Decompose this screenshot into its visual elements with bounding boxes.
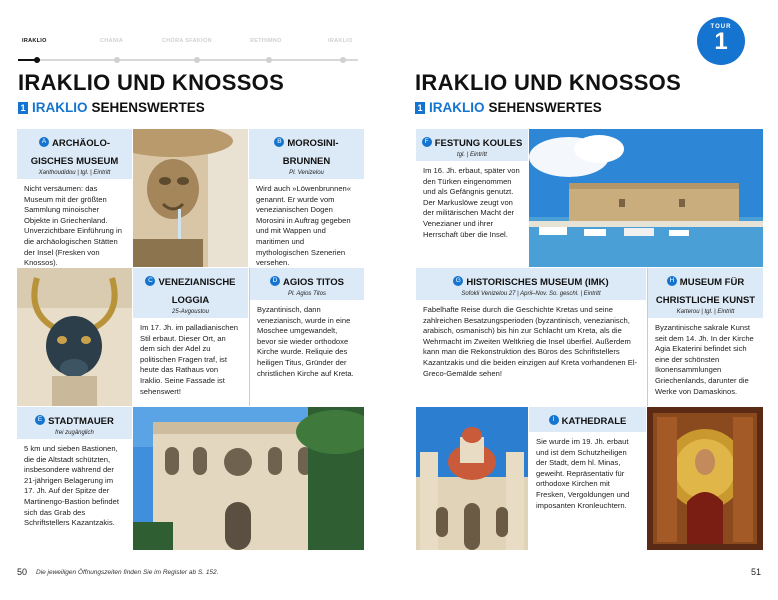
tour-stop-4[interactable]: RETHIMNO [250,38,282,44]
tour-dot-1 [34,57,40,63]
poi-koules-fortress[interactable] [416,129,528,267]
poi-letter-badge: D [270,276,280,286]
poi-name: ARCHÄOLO-GISCHES MUSEUM [30,138,119,167]
page-number-right: 51 [751,567,762,577]
poi-header [249,129,364,179]
poi-venetian-loggia[interactable] [133,268,248,406]
poi-description: Im 17. Jh. im palladianischen Stil erbaut. Dieser Ort, an dem sich der Adel zu politischen Fragen traf, ist heute das Rathaus von Iraklio. Seine Fassade ist sehenswert! [140,323,238,396]
poi-archaeological-museum[interactable] [17,129,132,267]
poi-letter-badge: A [39,137,49,147]
poi-meta: tgl. | Eintritt [457,152,487,158]
tour-dot-3 [194,57,200,63]
section-subtitle [415,100,602,115]
tour-stop-2[interactable]: CHANIA [100,38,124,44]
footnote: Die jeweiligen Öffnungszeiten finden Sie im Register ab S. 152. [36,569,219,576]
tour-dot-2 [114,57,120,63]
poi-meta: Sofokli Venizelou 27 | April–Nov. So. geschl. | Eintritt [461,291,601,297]
poi-name: KATHEDRALE [561,416,627,427]
poi-christian-art-museum[interactable] [647,268,763,406]
section-label: SEHENSWERTES [488,100,602,115]
section-label: SEHENSWERTES [91,100,205,115]
poi-name: VENEZIANISCHE LOGGIA [158,277,236,306]
poi-header [250,268,364,300]
section-subtitle [18,100,205,115]
tour-badge-number: 1 [714,28,728,55]
page-number-left: 50 [17,567,28,577]
tour-stop-3[interactable]: CHÓRA SFAKION [162,38,212,44]
byzantine-icon-image [647,407,763,550]
poi-description: Byzantinisch, dann venezianisch, wurde in eine Moschee umgewandelt, bevor sie wieder orthodoxe Kirche wurde. Reliquie des heiligen Titus, Gründer der christlichen Kirche auf Kreta. [257,305,354,378]
koules-fortress-image [529,129,763,267]
poi-meta: Pl. Venizelou [289,170,324,176]
bull-rhyton-image [17,268,132,406]
poi-name: AGIOS TITOS [282,277,345,288]
tour-badge-label: TOUR [710,24,732,30]
poi-letter-badge: H [667,276,677,286]
poi-name: FESTUNG KOULES [434,138,523,149]
poi-historical-museum[interactable] [416,268,646,406]
poi-meta: Pl. Agios Titos [287,291,327,297]
poi-description: Wird auch »Löwenbrunnen« genannt. Er wurde vom venezianischen Dogen Morosini in Auftrag gegeben und mit Wappen und maritimen und mythologischen Szenerien versehen. [256,184,351,267]
tour-dot-4 [266,57,272,63]
poi-letter-badge: C [145,276,155,286]
tour-stop-5[interactable]: IRAKLIO [328,38,353,44]
tour-badge [697,17,745,65]
lion-fountain-image [133,129,248,267]
poi-description: Sie wurde im 19. Jh. erbaut und ist dem Schutzheiligen der Stadt, dem hl. Minas, geweiht. Repräsentativ für orthodoxe Kirchen mit Fresken, Vergoldungen und imposanten Kronleuchtern. [536,437,630,510]
poi-cathedral[interactable] [529,407,646,550]
tour-nav [18,38,358,62]
poi-letter-badge: F [422,137,432,147]
poi-letter-badge: G [453,276,463,286]
poi-description: 5 km und sieben Bastionen, die die Altstadt schützten, insbesondere während der 21-jährigen Belagerung im 17. Jh. Auf der Spitze der Martinengo-Bastion befindet sich das Grab des Schriftstellers Kazantzakis. [24,444,119,528]
poi-description: Fabelhafte Reise durch die Geschichte Kretas und seine zahlreichen Besatzungsperioden (byzantinisch, venezianisch, arabisch, osmanisch) bis hin zur Schlacht um Kreta, als die Wehrmacht im Zweiten Weltkrieg die Insel überfiel. Außerdem kann man die Rekonstruktion des Büros des Schriftstellers Kazantzakis und die beiden einzigen auf Kreta vorhandenen El-Greco-Gemälde sehen! [423,305,638,378]
poi-meta: frei zugänglich [55,430,94,436]
poi-description: Nicht versäumen: das Museum mit der größten Sammlung minoischer Objekte in Griechenland. Unverzichtbare Einführung in die archäologischen Stätten der Insel (Fresken von Knossos). [24,184,122,267]
poi-morosini-fountain[interactable] [249,129,364,267]
poi-letter-badge: E [35,415,45,425]
poi-description: Im 16. Jh. erbaut, später von den Türken eingenommen und als Gefängnis genutzt. Der Markuslöwe zeugt von der militärischen Macht der Venezianer und ihrer Herrschaft über die Insel. [423,166,520,239]
poi-agios-titos[interactable] [249,268,364,406]
poi-header [416,129,528,161]
tour-dot-5 [340,57,346,63]
page-title: IRAKLIO UND KNOSSOS [415,70,682,95]
poi-name: HISTORISCHES MUSEUM (IMK) [466,277,609,288]
poi-meta: Xanthoudidou | tgl. | Eintritt [38,170,111,176]
section-place: IRAKLIO [32,100,88,115]
poi-name: MOROSINI-BRUNNEN [282,138,339,167]
agios-titos-church-image [133,407,364,550]
poi-header [17,407,132,439]
tour-stop-1[interactable]: IRAKLIO [22,38,47,44]
poi-header [133,268,248,318]
poi-header [648,268,763,318]
poi-city-wall[interactable] [17,407,132,550]
poi-header [17,129,132,179]
page-title: IRAKLIO UND KNOSSOS [18,70,285,95]
poi-letter-badge: B [274,137,284,147]
poi-letter-badge: I [549,415,559,425]
section-number: 1 [18,102,28,114]
poi-meta: Karterou | tgl. | Eintritt [676,309,735,315]
poi-header [529,407,646,432]
poi-description: Byzantinische sakrale Kunst seit dem 14. Jh. In der Kirche Agia Ekaterini befindet sich eine der schönsten Ikonensammlungen Griechenlands, darunter die Werke von Damaskinos. [655,323,754,396]
poi-name: MUSEUM FÜR CHRISTLICHE KUNST [655,277,756,306]
section-place: IRAKLIO [429,100,485,115]
poi-header [416,268,646,300]
right-page [389,0,778,600]
cathedral-image [416,407,528,550]
section-number: 1 [415,102,425,114]
poi-name: STADTMAUER [48,416,114,427]
poi-meta: 25-Avgoustou [172,309,209,315]
